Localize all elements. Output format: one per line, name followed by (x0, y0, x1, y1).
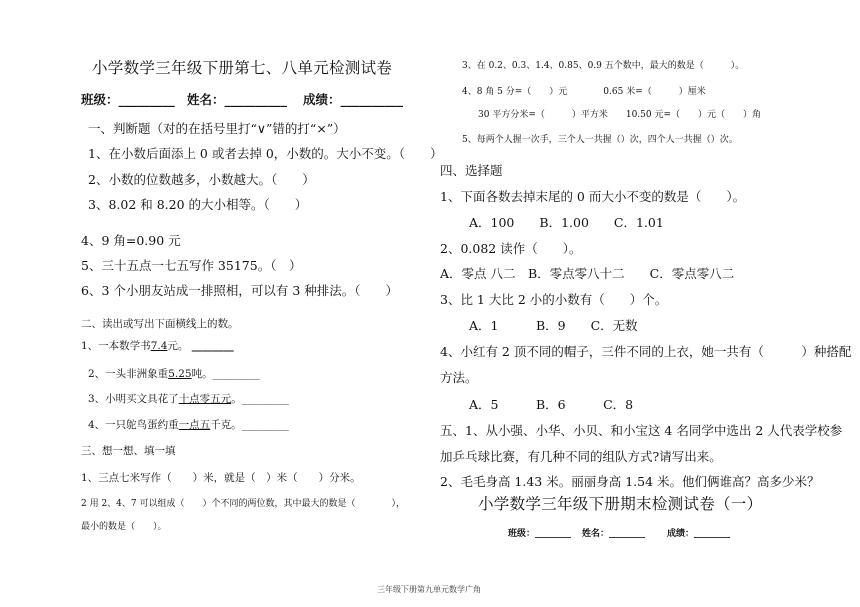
section-5-question-1-continued: 加乒乓球比赛，有几种不同的组队方式?请写出来。 (440, 449, 722, 464)
choice-question-4-continued: 方法。 (440, 370, 478, 385)
choice-question-2: 2、0.082 读作（ ）。 (440, 241, 582, 256)
choice-question-4: 4、小红有 2 顶不同的帽子，三件不同的上衣，她一共有（ ）种搭配 (440, 344, 852, 359)
read-write-question-3-text: 3、小明买文具花了 (88, 393, 179, 405)
judge-question-6: 6、3 个小朋友站成一排照相，可以有 3 种排法。（ ） (81, 283, 399, 298)
page-footer: 三年级下册第九单元数学广角 (377, 585, 481, 594)
fill-question-1: 1、三点七米写作（ ）米，就是（ ）米（ ）分米。 (81, 472, 361, 484)
choice-question-3: 3、比 1 大比 2 小的小数有（ ）个。 (440, 292, 668, 307)
choice-question-1-options: A．100 B．1.00 C．1.01 (469, 215, 664, 230)
read-write-question-1-text: 1、一本数学书 (81, 340, 151, 352)
read-write-question-3-unit: 。_________ (231, 393, 289, 405)
score-field[interactable]: 成绩：__________ (303, 92, 404, 107)
read-write-question-4-number: 一点五 (178, 419, 211, 431)
read-write-question-4 (88, 420, 289, 431)
fill-question-2: 2 用 2、4、7 可以组成（ ）个不同的两位数，其中最大的数是（ ）， (81, 499, 405, 509)
fill-question-4-continued: 30 平方分米=（ ）平方米 10.50 元=（ ）元（ ）角 (478, 110, 762, 120)
judge-question-1: 1、在小数后面添上 0 或者去掉 0，小数的。大小不变。（ ） (88, 146, 443, 161)
choice-question-2-options: A．零点 八二 B．零点零八十二 C．零点零八二 (440, 266, 735, 281)
section-1-heading: 一、判断题（对的在括号里打“∨”错的打“×”） (88, 121, 346, 136)
page-title: 小学数学三年级下册第七、八单元检测试卷 (92, 59, 393, 77)
second-score-field[interactable]: 成绩：________ (667, 529, 731, 539)
second-name-field[interactable]: 姓名：________ (582, 529, 646, 539)
section-2-heading: 二、读出或写出下面横线上的数。 (81, 318, 239, 330)
judge-question-5: 5、三十五点一七五写作 35175。（ ） (81, 258, 302, 273)
read-write-question-2-text: 2、一头非洲象重 (88, 368, 169, 380)
section-5-question-2: 2、毛毛身高 1.43 米。丽丽身高 1.54 米。他们俩谁高？高多少米？ (440, 474, 820, 489)
name-field[interactable]: 姓名：__________ (187, 92, 288, 107)
read-write-question-1 (81, 341, 234, 352)
read-write-question-4-text: 4、一只鸵鸟蛋约重 (88, 419, 179, 431)
section-3-heading: 三、想一想、填一填 (81, 445, 176, 457)
class-field[interactable]: 班级：_________ (81, 92, 175, 107)
read-write-question-3 (88, 394, 289, 405)
choice-question-1: 1、下面各数去掉末尾的 0 而大小不变的数是（ ）。 (440, 189, 746, 204)
read-write-question-3-number: 十点零五元 (178, 393, 232, 405)
read-write-question-2 (88, 369, 260, 380)
judge-question-3: 3、8.02 和 8.20 的大小相等。（ ） (88, 197, 308, 212)
second-class-field[interactable]: 班级：________ (508, 529, 572, 539)
section-5-question-1: 五、1、从小强、小华、小贝、和小宝这 4 名同学中选出 2 人代表学校参 (440, 423, 843, 438)
read-write-question-2-number: 5.25 (168, 368, 192, 380)
choice-question-4-options: A．5 B．6 C．8 (469, 397, 634, 412)
choice-question-3-options: A．1 B．9 C．无数 (469, 318, 638, 333)
read-write-answer-1-blank[interactable]: ________ (191, 340, 234, 352)
fill-question-3: 3、在 0.2、0.3、1.4、0.85、0.9 五个数中，最大的数是（ ）。 (462, 61, 745, 71)
judge-question-2: 2、小数的位数越多，小数越大。（ ） (88, 172, 315, 187)
read-write-question-1-unit: 元。 (167, 340, 189, 352)
fill-question-4: 4、8 角 5 分=（ ）元 0.65 米=（ ）厘米 (462, 87, 706, 97)
fill-question-2-continued: 最小的数是（ ）。 (81, 522, 167, 532)
read-write-question-4-unit: 千克。_________ (210, 419, 289, 431)
second-exam-title: 小学数学三年级下册期末检测试卷（一） (478, 495, 763, 513)
judge-question-4: 4、9 角=0.90 元 (81, 233, 181, 248)
section-4-heading: 四、选择题 (440, 163, 503, 178)
read-write-question-2-unit: 吨。_________ (191, 368, 260, 380)
fill-question-5: 5、每两个人握一次手，三个人一共握（）次，四个人一共握（）次。 (462, 135, 738, 145)
read-write-question-1-number: 7.4 (150, 340, 168, 352)
